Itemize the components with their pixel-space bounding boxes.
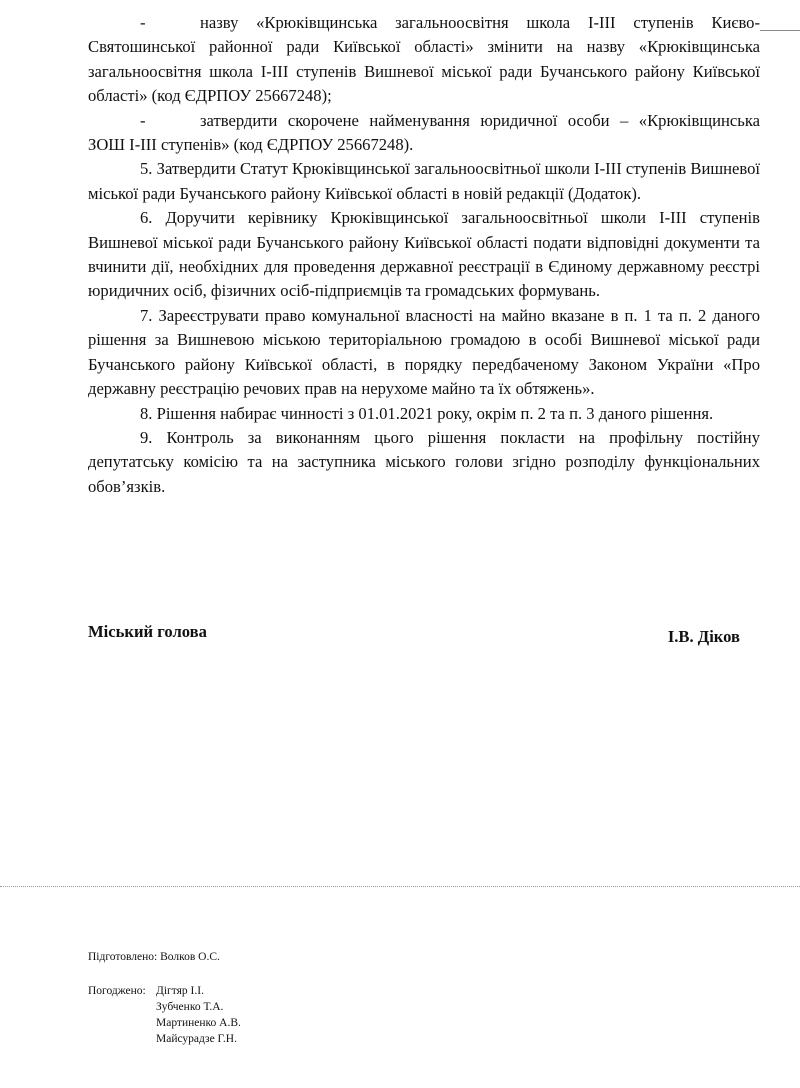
decision-text [88,11,760,499]
paragraph-dash-short-name [88,109,760,158]
paragraph-9: 9. Контроль за виконанням цього рішення покласти на профільну постійну депутатську комісію та на заступника міського голови згідно розподілу функціональних обов’язків. [88,427,760,496]
signature-name: І.В. Діков [667,627,740,646]
prepared-by: Підготовлено: Волков О.С. [88,951,220,963]
paragraph-5: 5. Затвердити Статут Крюківщинської загальноосвітньої школи І-ІІІ ступенів Вишневої міської ради Бучанського району Київської області в новій редакції (Додаток). [88,159,760,203]
agreed-name: Майсурадзе Г.Н. [156,1033,237,1045]
dash-marker: - [140,110,146,130]
agreed-name: Дігтяр І.І. [156,985,204,997]
paragraph-8: 8. Рішення набирає чинності з 01.01.2021 року, окрім п. 2 та п. 3 даного рішення. [140,403,714,423]
agreed-name: Мартиненко А.В. [156,1017,241,1029]
agreed-names [156,983,241,1047]
agreed-block [88,983,241,1045]
paragraph-dash-rename [88,11,760,109]
agreed-name: Зубченко Т.А. [156,1001,224,1013]
paragraph-text: затвердити скорочене найменування юридичної особи – «Крюківщинська ЗОШ І-ІІІ ступенів» (код ЄДРПОУ 25667248). [88,110,760,155]
agreed-label: Погоджено: [88,985,146,997]
dash-marker: - [140,13,146,32]
paragraph-7: 7. Зареєструвати право комунальної власності на майно вказане в п. 1 та п. 2 даного рішення за Вишневою міською територіальною громадою в особі Вишневої міської ради Бучанського району Київської області, в порядку передбаченому Законом України «Про державну реєстрацію речових прав на нерухоме майно та їх обтяжень». [88,305,760,399]
paragraph-6: 6. Доручити керівнику Крюківщинської загальноосвітньої школи І-ІІІ ступенів Вишневої міської ради Бучанського району Київської області подати відповідні документи та вчинити дії, необхідних для проведення державної реєстрації в Єдиному державному реєстрі юридичних осіб, фізичних осіб-підприємців та громадських формувань. [88,208,760,301]
signature-title: Міський голова [88,622,207,641]
scan-artifact-line [760,30,800,31]
paragraph-text: назву «Крюківщинська загальноосвітня школа І-ІІІ ступенів Києво-Святошинської районної ради Київської області» змінити на назву «Крюківщинська загальноосвітня школа І-ІІІ ступенів Вишневої міської ради Бучанського району Київської області» (код ЄДРПОУ 25667248); [88,13,760,106]
scan-divider [0,886,800,887]
